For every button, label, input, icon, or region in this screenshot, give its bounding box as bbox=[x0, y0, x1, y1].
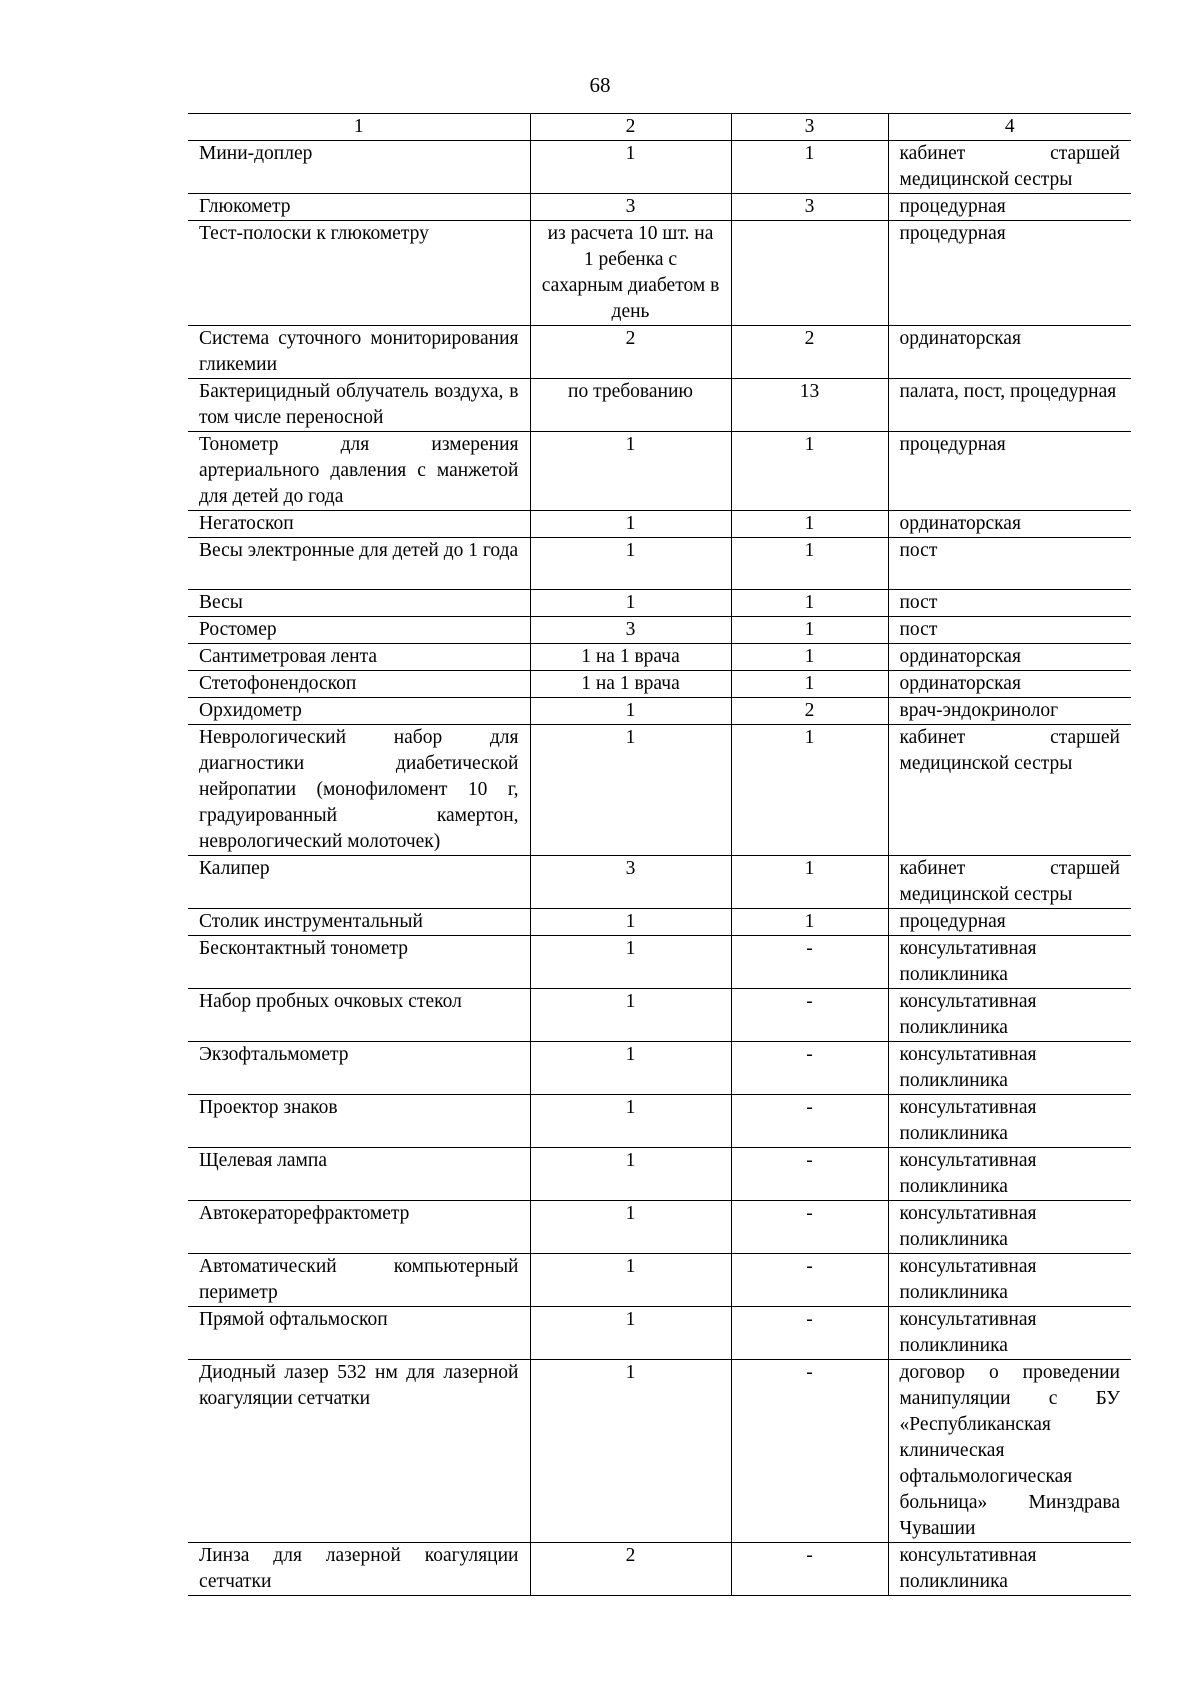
count-cell: - bbox=[731, 1201, 888, 1254]
count-cell: 1 bbox=[731, 909, 888, 936]
location-cell: кабинет старшей медицинской сестры bbox=[888, 141, 1131, 194]
count-cell: 13 bbox=[731, 379, 888, 432]
location-cell: кабинет старшей медицинской сестры bbox=[888, 725, 1131, 856]
equipment-name-cell: Негатоскоп bbox=[188, 511, 530, 538]
header-cell-3: 3 bbox=[731, 114, 888, 141]
table-row bbox=[188, 1360, 1131, 1543]
quantity-cell: 1 bbox=[530, 936, 731, 989]
quantity-cell: из расчета 10 шт. на 1 ребенка с сахарным диабетом в день bbox=[530, 221, 731, 326]
quantity-cell: 1 bbox=[530, 511, 731, 538]
count-cell: 1 bbox=[731, 671, 888, 698]
location-cell: договор о проведении манипуляции с БУ «Республиканская клиническая офтальмологическая больница» Минздрава Чувашии bbox=[888, 1360, 1131, 1543]
table-header-row bbox=[188, 114, 1131, 141]
count-cell bbox=[731, 221, 888, 326]
count-cell: - bbox=[731, 1042, 888, 1095]
quantity-cell: 1 bbox=[530, 1042, 731, 1095]
count-cell: 1 bbox=[731, 511, 888, 538]
table-row bbox=[188, 221, 1131, 326]
equipment-name-cell: Ростомер bbox=[188, 617, 530, 644]
equipment-name-cell: Щелевая лампа bbox=[188, 1148, 530, 1201]
location-cell: палата, пост, процедурная bbox=[888, 379, 1131, 432]
quantity-cell: 1 bbox=[530, 432, 731, 511]
count-cell: 3 bbox=[731, 194, 888, 221]
table-row bbox=[188, 432, 1131, 511]
location-cell: пост bbox=[888, 538, 1131, 590]
table-body bbox=[188, 114, 1131, 1596]
location-cell: ординаторская bbox=[888, 671, 1131, 698]
location-cell: консультативная поликлиника bbox=[888, 936, 1131, 989]
table-row bbox=[188, 644, 1131, 671]
count-cell: - bbox=[731, 1360, 888, 1543]
quantity-cell: 1 bbox=[530, 1307, 731, 1360]
table-row bbox=[188, 1254, 1131, 1307]
location-cell: консультативная поликлиника bbox=[888, 1148, 1131, 1201]
quantity-cell: 1 bbox=[530, 1201, 731, 1254]
location-cell: пост bbox=[888, 617, 1131, 644]
equipment-name-cell: Автокераторефрактометр bbox=[188, 1201, 530, 1254]
equipment-name-cell: Система суточного мониторирования гликемии bbox=[188, 326, 530, 379]
quantity-cell: 3 bbox=[530, 194, 731, 221]
quantity-cell: 1 на 1 врача bbox=[530, 644, 731, 671]
quantity-cell: 1 bbox=[530, 141, 731, 194]
table-row bbox=[188, 1095, 1131, 1148]
location-cell: врач-эндокринолог bbox=[888, 698, 1131, 725]
equipment-table bbox=[188, 113, 1131, 1596]
equipment-name-cell: Линза для лазерной коагуляции сетчатки bbox=[188, 1543, 530, 1596]
location-cell: пост bbox=[888, 590, 1131, 617]
quantity-cell: 1 bbox=[530, 538, 731, 590]
quantity-cell: 1 bbox=[530, 909, 731, 936]
location-cell: процедурная bbox=[888, 194, 1131, 221]
quantity-cell: 1 bbox=[530, 725, 731, 856]
page-number: 68 bbox=[589, 73, 611, 97]
table-row bbox=[188, 1042, 1131, 1095]
equipment-name-cell: Калипер bbox=[188, 856, 530, 909]
table-row bbox=[188, 1201, 1131, 1254]
quantity-cell: 1 bbox=[530, 698, 731, 725]
table-row bbox=[188, 194, 1131, 221]
table-row bbox=[188, 1307, 1131, 1360]
equipment-name-cell: Автоматический компьютерный периметр bbox=[188, 1254, 530, 1307]
count-cell: 1 bbox=[731, 141, 888, 194]
count-cell: - bbox=[731, 1307, 888, 1360]
equipment-name-cell: Стетофонендоскоп bbox=[188, 671, 530, 698]
equipment-name-cell: Сантиметровая лента bbox=[188, 644, 530, 671]
count-cell: - bbox=[731, 1543, 888, 1596]
count-cell: - bbox=[731, 1095, 888, 1148]
location-cell: консультативная поликлиника bbox=[888, 1201, 1131, 1254]
count-cell: - bbox=[731, 1254, 888, 1307]
location-cell: консультативная поликлиника bbox=[888, 989, 1131, 1042]
quantity-cell: 1 bbox=[530, 1148, 731, 1201]
quantity-cell: по требованию bbox=[530, 379, 731, 432]
equipment-name-cell: Диодный лазер 532 нм для лазерной коагуляции сетчатки bbox=[188, 1360, 530, 1543]
table-row bbox=[188, 379, 1131, 432]
equipment-name-cell: Весы электронные для детей до 1 года bbox=[188, 538, 530, 590]
equipment-name-cell: Неврологический набор для диагностики диабетической нейропатии (монофиломент 10 г, градуированный камертон, неврологический молоточек) bbox=[188, 725, 530, 856]
table-row bbox=[188, 326, 1131, 379]
count-cell: 2 bbox=[731, 326, 888, 379]
location-cell: процедурная bbox=[888, 221, 1131, 326]
equipment-name-cell: Мини-доплер bbox=[188, 141, 530, 194]
location-cell: консультативная поликлиника bbox=[888, 1543, 1131, 1596]
count-cell: - bbox=[731, 1148, 888, 1201]
equipment-name-cell: Столик инструментальный bbox=[188, 909, 530, 936]
location-cell: консультативная поликлиника bbox=[888, 1254, 1131, 1307]
quantity-cell: 1 на 1 врача bbox=[530, 671, 731, 698]
quantity-cell: 3 bbox=[530, 617, 731, 644]
quantity-cell: 2 bbox=[530, 326, 731, 379]
location-cell: консультативная поликлиника bbox=[888, 1095, 1131, 1148]
count-cell: 1 bbox=[731, 725, 888, 856]
quantity-cell: 1 bbox=[530, 1254, 731, 1307]
table-row bbox=[188, 936, 1131, 989]
table-row bbox=[188, 141, 1131, 194]
quantity-cell: 1 bbox=[530, 989, 731, 1042]
table-row bbox=[188, 1148, 1131, 1201]
location-cell: ординаторская bbox=[888, 644, 1131, 671]
location-cell: кабинет старшей медицинской сестры bbox=[888, 856, 1131, 909]
equipment-name-cell: Экзофтальмометр bbox=[188, 1042, 530, 1095]
header-cell-4: 4 bbox=[888, 114, 1131, 141]
location-cell: процедурная bbox=[888, 432, 1131, 511]
table-row bbox=[188, 725, 1131, 856]
location-cell: процедурная bbox=[888, 909, 1131, 936]
table-row bbox=[188, 989, 1131, 1042]
table-row bbox=[188, 511, 1131, 538]
quantity-cell: 2 bbox=[530, 1543, 731, 1596]
table-row bbox=[188, 617, 1131, 644]
equipment-name-cell: Орхидометр bbox=[188, 698, 530, 725]
quantity-cell: 3 bbox=[530, 856, 731, 909]
table-row bbox=[188, 856, 1131, 909]
equipment-name-cell: Прямой офтальмоскоп bbox=[188, 1307, 530, 1360]
count-cell: - bbox=[731, 936, 888, 989]
count-cell: 1 bbox=[731, 590, 888, 617]
equipment-name-cell: Бесконтактный тонометр bbox=[188, 936, 530, 989]
location-cell: ординаторская bbox=[888, 326, 1131, 379]
table-row bbox=[188, 698, 1131, 725]
equipment-name-cell: Весы bbox=[188, 590, 530, 617]
equipment-name-cell: Глюкометр bbox=[188, 194, 530, 221]
table-row bbox=[188, 538, 1131, 590]
table-row bbox=[188, 671, 1131, 698]
count-cell: 1 bbox=[731, 432, 888, 511]
count-cell: 1 bbox=[731, 644, 888, 671]
table-row bbox=[188, 1543, 1131, 1596]
equipment-name-cell: Тонометр для измерения артериального давления с манжетой для детей до года bbox=[188, 432, 530, 511]
quantity-cell: 1 bbox=[530, 1095, 731, 1148]
equipment-name-cell: Тест-полоски к глюкометру bbox=[188, 221, 530, 326]
location-cell: консультативная поликлиника bbox=[888, 1307, 1131, 1360]
table-row bbox=[188, 909, 1131, 936]
location-cell: консультативная поликлиника bbox=[888, 1042, 1131, 1095]
count-cell: 1 bbox=[731, 617, 888, 644]
count-cell: 1 bbox=[731, 856, 888, 909]
count-cell: 1 bbox=[731, 538, 888, 590]
table-row bbox=[188, 590, 1131, 617]
header-cell-2: 2 bbox=[530, 114, 731, 141]
quantity-cell: 1 bbox=[530, 590, 731, 617]
equipment-name-cell: Проектор знаков bbox=[188, 1095, 530, 1148]
count-cell: - bbox=[731, 989, 888, 1042]
header-cell-1: 1 bbox=[188, 114, 530, 141]
quantity-cell: 1 bbox=[530, 1360, 731, 1543]
location-cell: ординаторская bbox=[888, 511, 1131, 538]
count-cell: 2 bbox=[731, 698, 888, 725]
equipment-name-cell: Набор пробных очковых стекол bbox=[188, 989, 530, 1042]
equipment-name-cell: Бактерицидный облучатель воздуха, в том числе переносной bbox=[188, 379, 530, 432]
